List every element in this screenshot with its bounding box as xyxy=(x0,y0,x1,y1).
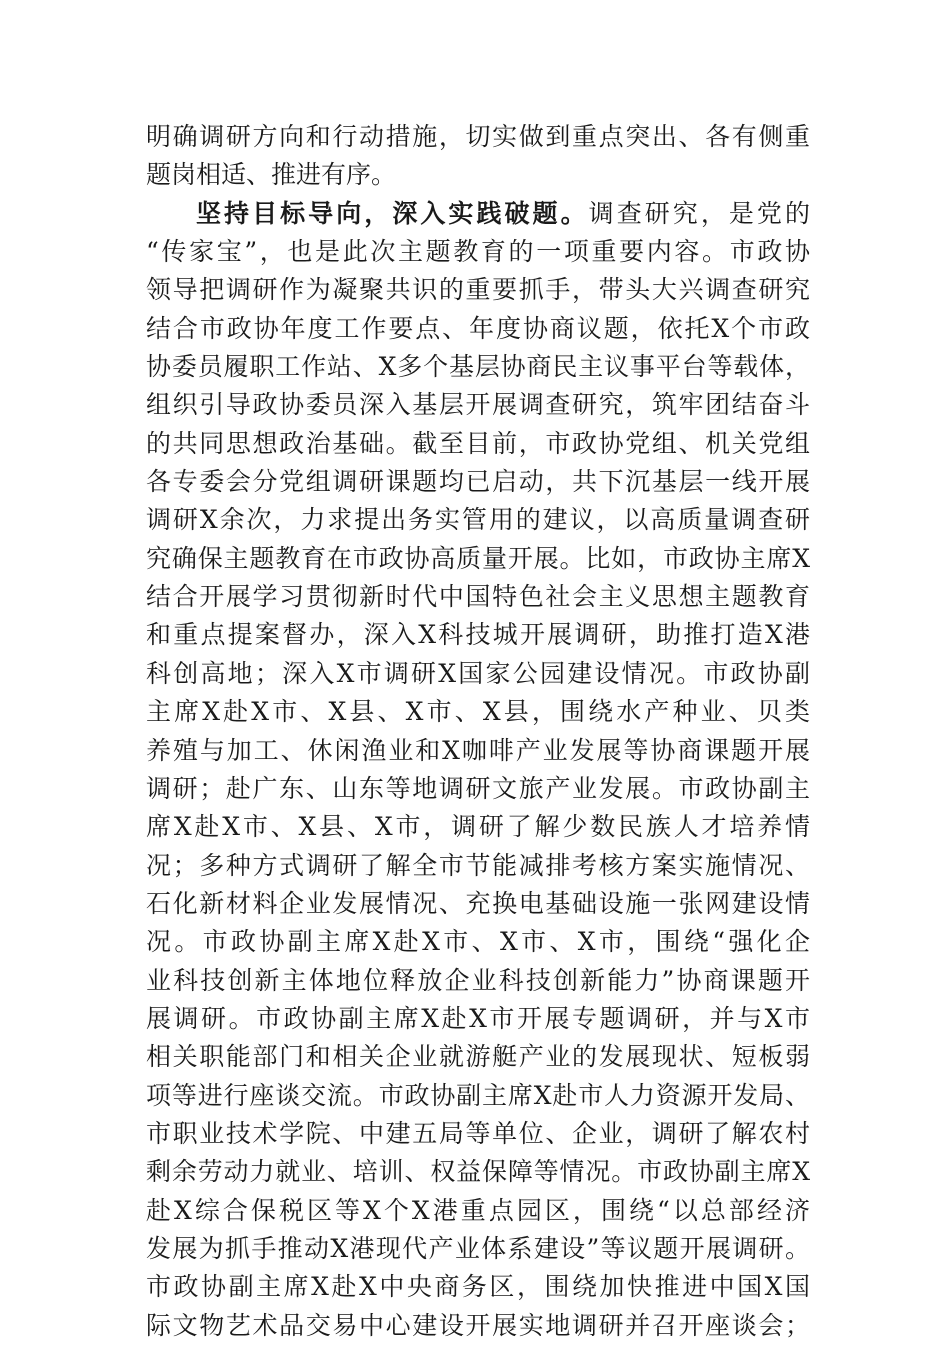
text-line: 况。市政协副主席X赴X市、X市、X市，围绕“强化企 xyxy=(146,927,810,957)
text-line: 发展为抓手推动X港现代产业体系建设”等议题开展调研。 xyxy=(146,1233,810,1263)
text-line: 协委员履职工作站、X多个基层协商民主议事平台等载体， xyxy=(146,352,810,382)
text-run: 调查研究，是党的 xyxy=(588,198,810,228)
text-line: 科创高地；深入X市调研X国家公园建设情况。市政协副 xyxy=(146,658,810,688)
text-line: 业科技创新主体地位释放企业科技创新能力”协商课题开 xyxy=(146,965,810,995)
text-line: 调研；赴广东、山东等地调研文旅产业发展。市政协副主 xyxy=(146,773,810,803)
body-text xyxy=(146,118,810,1345)
text-line: 赴X综合保税区等X个X港重点园区，围绕“以总部经济 xyxy=(146,1195,810,1225)
text-line: 的共同思想政治基础。截至目前，市政协党组、机关党组 xyxy=(146,428,810,458)
text-line: 市职业技术学院、中建五局等单位、企业，调研了解农村 xyxy=(146,1118,810,1148)
text-line: 组织引导政协委员深入基层开展调查研究，筑牢团结奋斗 xyxy=(146,390,810,420)
text-line: 展调研。市政协副主席X赴X市开展专题调研，并与X市 xyxy=(146,1003,810,1033)
paragraph-heading: 坚持目标导向，深入实践破题。 xyxy=(196,198,589,228)
text-line: 明确调研方向和行动措施，切实做到重点突出、各有侧重 xyxy=(146,122,810,151)
text-line: 结合市政协年度工作要点、年度协商议题，依托X个市政 xyxy=(146,313,810,343)
text-line: 剩余劳动力就业、培训、权益保障等情况。市政协副主席X xyxy=(146,1157,810,1187)
text-line: 相关职能部门和相关企业就游艇产业的发展现状、短板弱 xyxy=(146,1042,810,1072)
text-line: 调研X余次，力求提出务实管用的建议，以高质量调查研 xyxy=(146,505,810,535)
text-line: 养殖与加工、休闲渔业和X咖啡产业发展等协商课题开展 xyxy=(146,735,810,765)
text-line: 席X赴X市、X县、X市，调研了解少数民族人才培养情 xyxy=(146,812,810,842)
text-line: 市政协副主席X赴X中央商务区，围绕加快推进中国X国 xyxy=(146,1272,810,1302)
text-line: 际文物艺术品交易中心建设开展实地调研并召开座谈会； xyxy=(146,1310,810,1340)
text-line: 项等进行座谈交流。市政协副主席X赴市人力资源开发局、 xyxy=(146,1080,810,1110)
text-line: “传家宝”，也是此次主题教育的一项重要内容。市政协 xyxy=(146,237,810,267)
text-line: 石化新材料企业发展情况、充换电基础设施一张网建设情 xyxy=(146,888,810,918)
text-line: 和重点提案督办，深入X科技城开展调研，助推打造X港 xyxy=(146,620,810,650)
text-line: 各专委会分党组调研课题均已启动，共下沉基层一线开展 xyxy=(146,467,810,497)
paragraph-first-line xyxy=(146,195,810,233)
text-line: 结合开展学习贯彻新时代中国特色社会主义思想主题教育 xyxy=(146,582,810,612)
text-line: 领导把调研作为凝聚共识的重要抓手，带头大兴调查研究 xyxy=(146,275,810,305)
text-line: 究确保主题教育在市政协高质量开展。比如，市政协主席X xyxy=(146,543,810,573)
text-line: 况；多种方式调研了解全市节能减排考核方案实施情况、 xyxy=(146,850,810,880)
text-line: 题岗相适、推进有序。 xyxy=(146,160,397,190)
text-line: 主席X赴X市、X县、X市、X县，围绕水产种业、贝类 xyxy=(146,697,810,727)
